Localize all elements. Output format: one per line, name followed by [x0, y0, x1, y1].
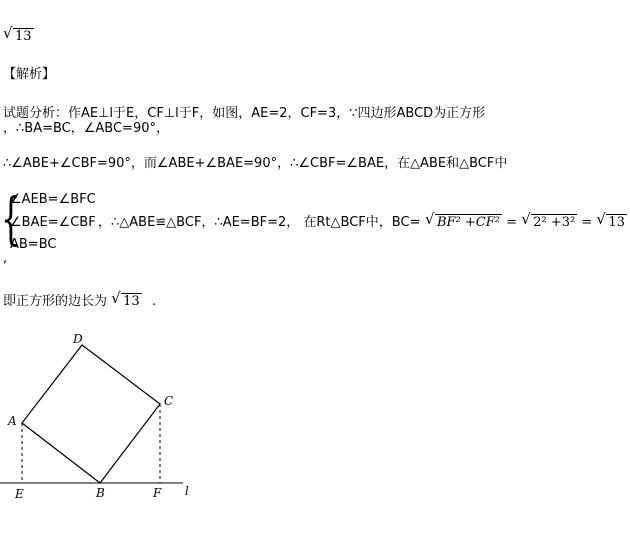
top-answer — [3, 24, 34, 44]
analysis-heading: 【解析】 — [3, 67, 56, 82]
square-figure — [0, 325, 200, 505]
label-a: A — [8, 414, 17, 428]
formula-radicand-2: 2² +3² — [533, 215, 576, 230]
system-trailing-comma: , — [3, 251, 8, 266]
sqrt-symbol: √ 13 — [111, 289, 140, 309]
sqrt-symbol: √ 13 — [596, 210, 625, 230]
top-answer-radicand: 13 — [15, 29, 32, 44]
label-d: D — [73, 332, 83, 346]
sqrt-symbol: √ 13 — [3, 24, 32, 44]
system-eq-2: ∠BAE=∠CBF — [10, 215, 96, 230]
sqrt-symbol: √ BF² +CF² — [425, 210, 500, 230]
formula-equals-2: = — [581, 215, 593, 230]
analysis-line-4: ，∴△ABE≌△BCF，∴AE=BF=2， 在Rt△BCF中，BC= — [98, 215, 421, 230]
conclusion-radicand: 13 — [123, 294, 140, 309]
label-c: C — [164, 394, 174, 408]
square-abcd — [22, 345, 160, 483]
label-e: E — [15, 487, 24, 501]
label-l: l — [185, 484, 189, 498]
analysis-line-2: ，∴BA=BC，∠ABC=90°， — [3, 121, 169, 136]
analysis-line-1: 试题分析：作AE⊥l于E，CF⊥l于F，如图，AE=2，CF=3，∵四边形ABCD为正方形 — [3, 106, 486, 121]
label-f: F — [153, 486, 162, 500]
sqrt-symbol: √ 2² +3² — [521, 210, 576, 230]
label-b: B — [96, 486, 105, 500]
conclusion-suffix: . — [151, 294, 156, 309]
formula-radicand-1: BF² +CF² — [437, 215, 500, 230]
system-eq-3: AB=BC — [10, 237, 57, 252]
analysis-line-3: ∴∠ABE+∠CBF=90°，而∠ABE+∠BAE=90°，∴∠CBF=∠BAE，在△ABE和△BCF中 — [3, 156, 508, 171]
formula-bc — [425, 210, 627, 230]
formula-equals-1: = — [506, 215, 518, 230]
conclusion — [3, 289, 156, 309]
conclusion-prefix: 即正方形的边长为 — [3, 294, 108, 309]
formula-radicand-3: 13 — [608, 215, 625, 230]
left-brace: { — [1, 187, 21, 252]
system-eq-1: ∠AEB=∠BFC — [10, 192, 96, 207]
